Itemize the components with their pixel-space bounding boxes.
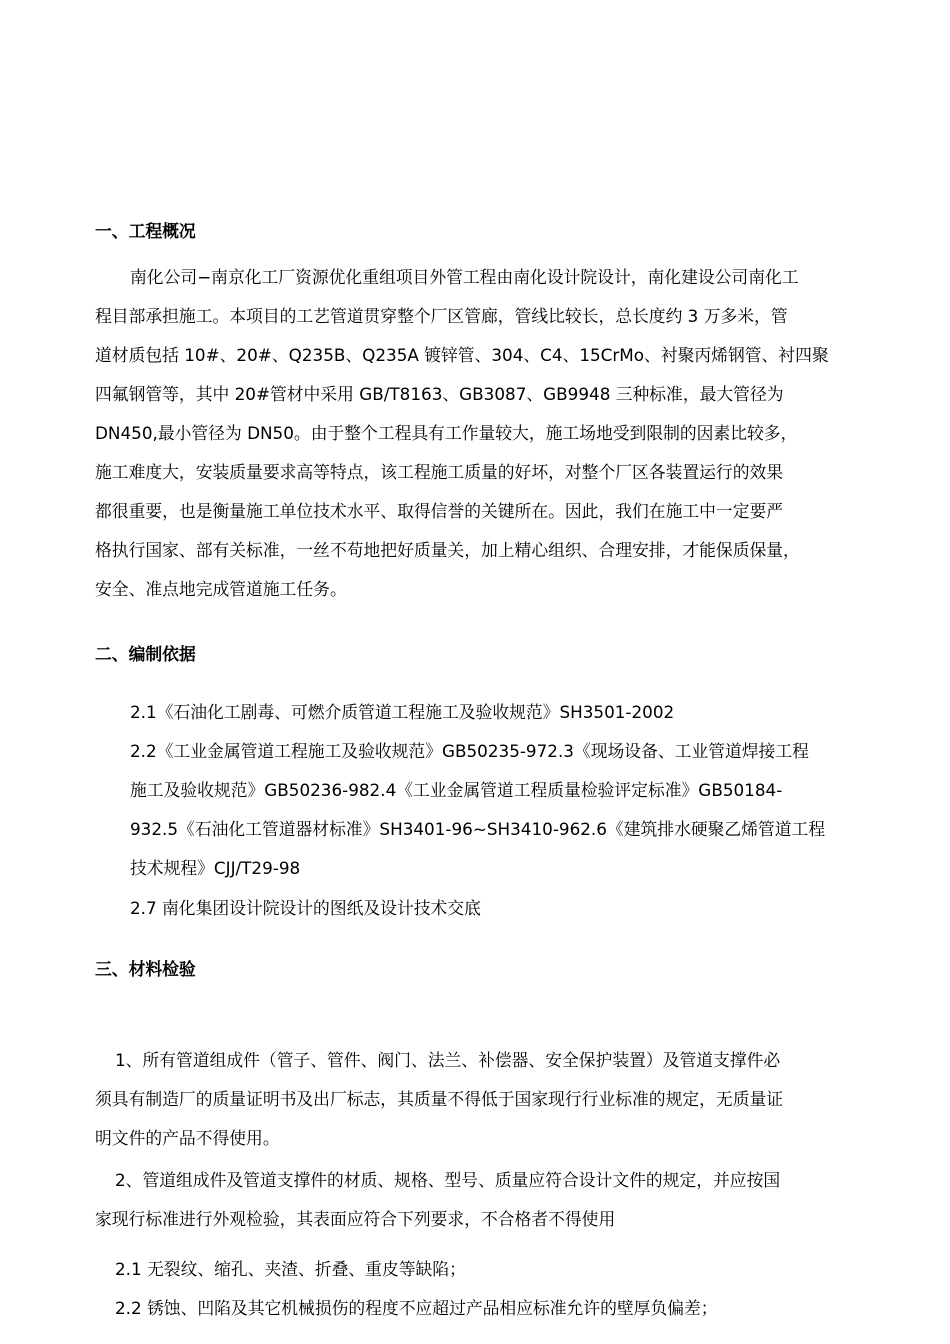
paragraph-line: 都很重要，也是衡量施工单位技术水平、取得信誉的关键所在。因此，我们在施工中一定要严 xyxy=(95,501,784,521)
paragraph-line: 2、管道组成件及管道支撑件的材质、规格、型号、质量应符合设计文件的规定，并应按国 xyxy=(115,1170,781,1190)
paragraph-line: 家现行标准进行外观检验，其表面应符合下列要求，不合格者不得使用 xyxy=(95,1209,616,1229)
list-item: 施工及验收规范》GB50236-982.4《工业金属管道工程质量检验评定标准》GB50184- xyxy=(130,780,783,800)
paragraph-line: 格执行国家、部有关标准，一丝不苟地把好质量关，加上精心组织、合理安排，才能保质保量， xyxy=(95,540,800,560)
paragraph-line: 施工难度大，安装质量要求高等特点，该工程施工质量的好坏，对整个厂区各装置运行的效果 xyxy=(95,462,784,482)
section-heading-material-inspection: 三、材料检验 xyxy=(95,959,196,979)
paragraph-line: 须具有制造厂的质量证明书及出厂标志，其质量不得低于国家现行行业标准的规定，无质量证 xyxy=(95,1089,784,1109)
section-heading-basis: 二、编制依据 xyxy=(95,644,196,664)
paragraph-line: 道材质包括 10#、20#、Q235B、Q235A 镀锌管、304、C4、15CrMo、衬聚丙烯钢管、衬四聚 xyxy=(95,345,829,365)
list-item: 932.5《石油化工管道器材标准》SH3401-96~SH3410-962.6《建筑排水硬聚乙烯管道工程 xyxy=(130,819,826,839)
paragraph-line: 南化公司−南京化工厂资源优化重组项目外管工程由南化设计院设计，南化建设公司南化工 xyxy=(130,267,799,287)
list-item: 2.7 南化集团设计院设计的图纸及设计技术交底 xyxy=(130,898,481,918)
section-heading-overview: 一、工程概况 xyxy=(95,221,196,241)
paragraph-line: 程目部承担施工。本项目的工艺管道贯穿整个厂区管廊，管线比较长，总长度约 3 万多米，管 xyxy=(95,306,788,326)
paragraph-line: 四氟钢管等，其中 20#管材中采用 GB/T8163、GB3087、GB9948 三种标准，最大管径为 xyxy=(95,384,784,404)
list-item: 2.1 无裂纹、缩孔、夹渣、折叠、重皮等缺陷； xyxy=(115,1259,466,1279)
paragraph-line: 安全、准点地完成管道施工任务。 xyxy=(95,579,347,599)
list-item: 技术规程》CJJ/T29-98 xyxy=(130,858,301,878)
paragraph-line: DN450,最小管径为 DN50。由于整个工程具有工作量较大，施工场地受到限制的因素比较多， xyxy=(95,423,798,443)
list-item: 2.2 锈蚀、凹陷及其它机械损伤的程度不应超过产品相应标准允许的壁厚负偏差； xyxy=(115,1298,718,1318)
list-item: 2.1《石油化工剧毒、可燃介质管道工程施工及验收规范》SH3501-2002 xyxy=(130,702,675,722)
list-item: 2.2《工业金属管道工程施工及验收规范》GB50235-972.3《现场设备、工业管道焊接工程 xyxy=(130,741,809,761)
paragraph-line: 1、所有管道组成件（管子、管件、阀门、法兰、补偿器、安全保护装置）及管道支撑件必 xyxy=(115,1050,781,1070)
paragraph-line: 明文件的产品不得使用。 xyxy=(95,1128,280,1148)
